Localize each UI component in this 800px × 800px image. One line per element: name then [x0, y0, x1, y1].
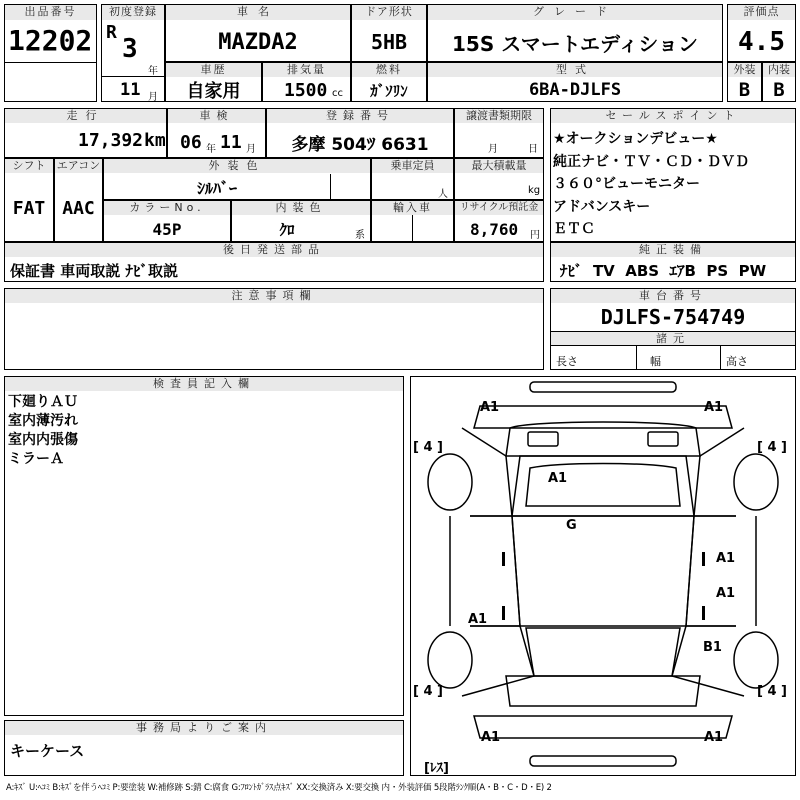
car-outline-diagram — [410, 376, 796, 776]
office-note: キーケース — [10, 742, 85, 760]
displacement-header: 排気量 — [263, 63, 350, 77]
damage-right-rear-fender: B1 — [703, 640, 722, 655]
damage-roof: G — [566, 518, 577, 533]
spare-tire: [ﾚｽ] — [424, 761, 449, 776]
grade-header: グレード — [428, 5, 722, 20]
max-load-header: 最大積載量 — [455, 159, 543, 173]
era-letter: R — [106, 22, 117, 43]
color-number: 45P — [152, 219, 182, 239]
later-parts: 保証書 車両取説 ﾅﾋﾞ取説 — [10, 262, 178, 280]
inspection-month-unit: 月 — [246, 144, 256, 155]
door-type: 5HB — [370, 30, 408, 54]
spec-divider — [550, 345, 796, 346]
damage-front-right: A1 — [704, 400, 724, 415]
interior-header: 内装 — [763, 63, 795, 77]
grade: 15S スマートエディション — [452, 31, 698, 56]
first-reg-divider — [101, 76, 165, 77]
sales-point-item: ＥＴＣ — [553, 221, 595, 237]
inspector-note: 室内薄汚れ — [8, 413, 78, 429]
specs-header: 諸元 — [551, 331, 795, 345]
interior-grade: B — [773, 79, 785, 101]
sales-point-item: ★オークションデビュー★ — [553, 131, 718, 147]
genuine-equipment: ﾅﾋﾞ TV ABS ｴｱB PS PW — [560, 262, 767, 280]
aircon-header: エアコン — [56, 159, 101, 172]
mileage-unit: km — [144, 130, 166, 151]
exterior-grade: B — [738, 79, 751, 101]
recycle-fee: 8,760 — [470, 220, 519, 239]
tire-front-left: [ 4 ] — [413, 440, 443, 455]
car-name: MAZDA2 — [218, 29, 298, 55]
sales-point-item: ３６０°ビューモニター — [553, 176, 700, 192]
inspector-note: 室内内張傷 — [8, 432, 78, 448]
year-unit: 年 — [148, 66, 158, 77]
inspection-month: 11 — [220, 132, 242, 153]
chassis-header: 車台番号 — [551, 289, 795, 303]
damage-rear-right: A1 — [704, 730, 724, 745]
int-color-header: 内装色 — [232, 201, 370, 215]
recycle-header: リサイクル預託金 — [455, 201, 543, 215]
color-no-header: カラーNo. — [104, 201, 230, 215]
inspector-note: 下廻りＡＵ — [8, 394, 78, 410]
spec-width: 幅 — [650, 355, 661, 368]
capacity-header: 乗車定員 — [372, 159, 453, 173]
import-divider — [412, 215, 413, 242]
damage-right-front-door: A1 — [716, 551, 736, 566]
interior-color: ｸﾛ — [279, 220, 295, 239]
sales-point-item: 純正ナビ・ＴＶ・ＣＤ・ＤＶＤ — [553, 153, 749, 170]
tire-rear-left: [ 4 ] — [413, 684, 443, 699]
tire-rear-right: [ 4 ] — [757, 684, 787, 699]
inspector-note: ミラーＡ — [8, 451, 64, 467]
notes-header: 注意事項欄 — [5, 289, 543, 303]
mileage-header: 走行 — [5, 109, 166, 123]
tire-front-right: [ 4 ] — [757, 440, 787, 455]
registration-header: 登録番号 — [267, 109, 453, 123]
mileage: 17,392 — [78, 130, 144, 151]
model-code: 6BA-DJLFS — [528, 80, 622, 100]
spec-divider — [720, 345, 721, 370]
first-registration-header: 初度登録 — [102, 5, 164, 20]
damage-hood: A1 — [548, 471, 568, 486]
capacity-unit: 人 — [438, 189, 448, 200]
office-header: 事務局よりご案内 — [5, 721, 403, 735]
transfer-header: 譲渡書類期限 — [455, 109, 543, 123]
aircon-type: AAC — [62, 197, 95, 219]
sales-points-header: セールスポイント — [551, 109, 795, 123]
sales-point-item: アドバンスキー — [553, 198, 651, 215]
later-parts-header: 後日発送部品 — [5, 243, 543, 257]
max-load-unit: kg — [528, 185, 541, 196]
lot-number-divider — [4, 62, 97, 63]
damage-rear-left: A1 — [481, 730, 501, 745]
score-header: 評価点 — [728, 5, 795, 20]
inspector-notes — [8, 393, 78, 469]
inspector-header: 検査員記入欄 — [5, 377, 403, 391]
damage-left-rear-door: A1 — [468, 612, 488, 627]
shift-type: FAT — [12, 197, 46, 219]
transfer-month-unit: 月 — [488, 144, 498, 155]
model-code-header: 型式 — [428, 63, 722, 77]
sales-points-list — [553, 128, 749, 241]
fuel-header: 燃料 — [352, 63, 426, 77]
inspection-year-unit: 年 — [206, 144, 216, 155]
genuine-equip-header: 純正装備 — [551, 243, 795, 257]
month-unit: 月 — [148, 92, 158, 103]
car-name-header: 車名 — [166, 5, 350, 20]
displacement: 1500 — [284, 80, 328, 101]
spec-length: 長さ — [556, 355, 578, 368]
registration-year: 3 — [122, 34, 138, 64]
usage-history: 自家用 — [186, 81, 241, 102]
spec-divider — [636, 345, 637, 370]
import-header: 輸入車 — [372, 201, 453, 215]
registration-month: 11 — [120, 80, 141, 100]
damage-right-rear-door: A1 — [716, 586, 736, 601]
spec-height: 高さ — [726, 355, 748, 368]
lot-number: 12202 — [8, 24, 93, 57]
recycle-unit: 円 — [530, 230, 540, 241]
inspection-header: 車検 — [168, 109, 265, 123]
lot-number-header: 出品番号 — [5, 5, 96, 20]
damage-front-left: A1 — [480, 400, 500, 415]
history-header: 車歴 — [166, 63, 261, 77]
exterior-header: 外装 — [728, 63, 761, 77]
fuel-type: ｶﾞｿﾘﾝ — [370, 81, 408, 100]
inspection-year: 06 — [180, 132, 202, 153]
evaluation-score: 4.5 — [738, 27, 785, 57]
displacement-unit: cc — [332, 88, 343, 99]
legend: A:ｷｽﾞ U:ﾍｺﾐ B:ｷｽﾞを伴うﾍｺﾐ P:要塗装 W:補修跡 S:錆 C:腐食 G:ﾌﾛﾝﾄｶﾞﾗｽ点ｷｽﾞ XX:交換済み X:要交換 内・外装評価 5段階ﾗﾝｸ順(A・B・C・D・E) 2 — [6, 783, 552, 793]
chassis-number: DJLFS-754749 — [600, 305, 746, 329]
interior-color-suffix: 系 — [355, 230, 365, 241]
door-header: ドア形状 — [352, 5, 426, 20]
exterior-color: ｼﾙﾊﾞｰ — [196, 179, 237, 198]
registration-number: 多摩 504ﾂ 6631 — [291, 134, 429, 155]
transfer-day-unit: 日 — [528, 144, 538, 155]
ext-color-divider — [330, 174, 331, 200]
ext-color-header: 外装色 — [104, 159, 370, 173]
shift-header: シフト — [5, 159, 53, 173]
